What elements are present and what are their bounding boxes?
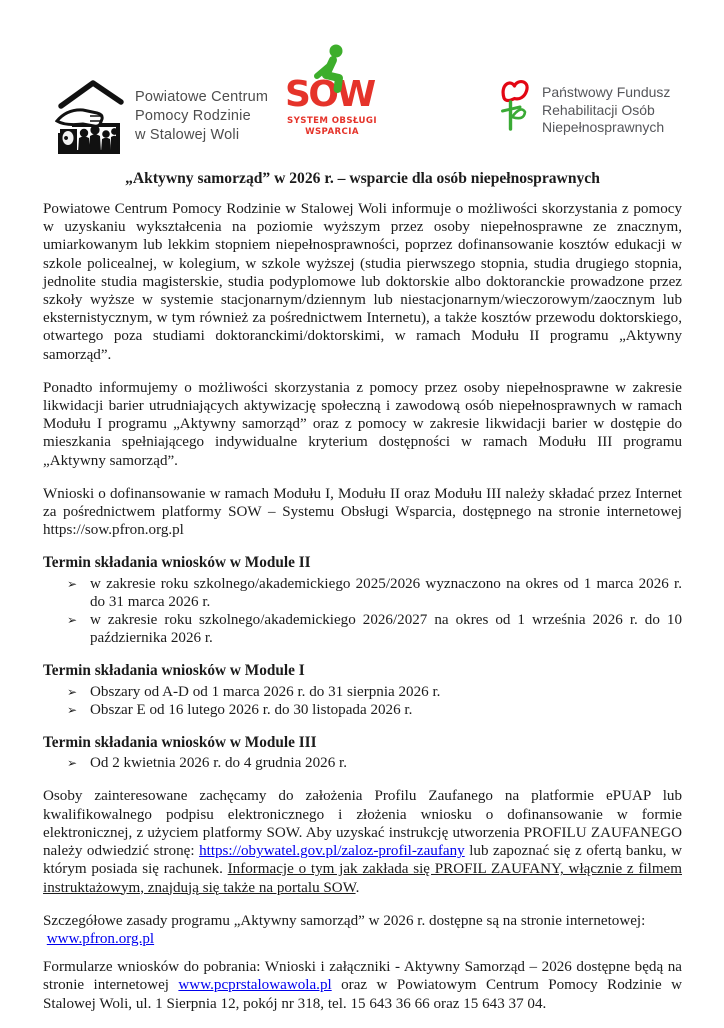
text-run: Wnioski o dofinansowanie w ramach Modułu I, Modułu II oraz Modułu III należy składać przez Internet za pośrednictwem platformy SOW – Systemu Obsługi Wsparcia, dostępnego na stronie internetowej https://sow.pfron.org.pl	[43, 485, 682, 539]
text-run: lub zapoznać się z ofertą banku, w którym posiada się rachunek.	[43, 843, 683, 878]
pfron-site-link[interactable]: www.pfron.org.pl	[46, 930, 155, 947]
bullet-arrow-icon: ➢	[67, 613, 78, 628]
bullet-text: w zakresie roku szkolnego/akademickiego 2025/2026 wyznaczono na okres od 1 marca 2026 r. do 31 marca 2026 r.	[90, 575, 682, 610]
paragraph	[43, 787, 682, 896]
bullet-list	[43, 575, 682, 648]
paragraph	[43, 958, 682, 1013]
text-run: Informacje o tym jak zakłada się PROFIL ZAUFANY, włącznie z filmem instruktażowym, znajdują się także na portalu SOW	[43, 861, 682, 896]
pfron-logo-line2: Rehabilitacji Osób	[542, 101, 655, 118]
sow-subtitle-line1: SYSTEM OBSŁUGI	[287, 116, 377, 126]
bullet-text: w zakresie roku szkolnego/akademickiego 2026/2027 na okres od 1 września 2026 r. do 10 października 2026 r.	[90, 612, 682, 647]
bullet-text: Obszar E od 16 lutego 2026 r. do 30 listopada 2026 r.	[90, 701, 413, 718]
paragraph	[43, 485, 682, 540]
text-run: Ponadto informujemy o możliwości skorzystania z pomocy przez osoby niepełnosprawne w zakresie likwidacji barier utrudniających aktywizację społeczną i zawodową osób niepełnosprawnych w ramach Modułu I programu „Aktywny samorząd” oraz z pomocy w zakresie likwidacji barier w dostępie do mieszkania spełniającego indywidualne kryterium dostępności w ramach Modułu III programu „Aktywny samorząd”.	[43, 379, 682, 469]
pcpr-logo	[55, 76, 268, 156]
sow-wordmark: SOW	[286, 74, 374, 110]
paragraph	[43, 912, 682, 948]
bullet-item	[43, 575, 682, 611]
sow-logo	[286, 44, 378, 138]
text-run: Szczegółowe zasady programu „Aktywny samorząd” w 2026 r. dostępne są na stronie internetowej:	[43, 912, 646, 929]
section-heading: Termin składania wniosków w Module II	[43, 554, 311, 572]
bullet-item	[43, 701, 682, 719]
house-hand-family-icon	[55, 76, 125, 156]
section-heading: Termin składania wniosków w Module III	[43, 734, 317, 752]
paragraph	[43, 379, 682, 470]
pcpr-logo-line2: Pomocy Rodzinie	[135, 108, 251, 124]
bullet-arrow-icon: ➢	[67, 756, 78, 771]
pcpr-site-link[interactable]: www.pcprstalowawola.pl	[178, 977, 332, 994]
text-run: Formularze wniosków do pobrania: Wnioski i załączniki - Aktywny Samorząd – 2026 dostępne będą na stronie internetowej	[43, 959, 682, 994]
bullet-item	[43, 683, 682, 701]
bullet-arrow-icon: ➢	[67, 684, 78, 699]
document-body	[43, 200, 682, 1028]
pcpr-logo-line3: w Stalowej Woli	[135, 127, 240, 143]
logo-header	[0, 0, 724, 162]
bullet-arrow-icon: ➢	[67, 576, 78, 591]
pfron-logo-line1: Państwowy Fundusz	[542, 84, 671, 100]
obywatel-gov-link[interactable]: https://obywatel.gov.pl/zaloz-profil-zaufany	[199, 843, 465, 860]
section-heading: Termin składania wniosków w Module I	[43, 662, 305, 680]
bullet-item	[43, 611, 682, 647]
bullet-text: Od 2 kwietnia 2026 r. do 4 grudnia 2026 r.	[90, 755, 347, 772]
bullet-list	[43, 683, 682, 719]
bullet-item	[43, 754, 682, 772]
bullet-list	[43, 754, 682, 772]
text-run: Osoby zainteresowane zachęcamy do założenia Profilu Zaufanego na platformie ePUAP lub kwalifikowalnego podpisu elektronicznego i złożenia wniosku o dofinansowanie w formie elektronicznej, z użyciem platformy SOW. Aby uzyskać instrukcję utworzenia PROFILU ZAUFANEGO należy odwiedzić stronę:	[43, 788, 682, 860]
text-run: oraz w Powiatowym Centrum Pomocy Rodzinie w Stalowej Woli, ul. 1 Sierpnia 12, pokój nr 318, tel. 15 643 36 66 oraz 15 643 37 04.	[43, 977, 682, 1012]
text-run: .	[355, 879, 360, 896]
tulip-icon	[497, 77, 533, 139]
wheelchair-person-icon	[286, 44, 378, 110]
paragraph	[43, 200, 682, 364]
pfron-logo-line3: Niepełnosprawnych	[542, 119, 665, 135]
pcpr-logo-line1: Powiatowe Centrum	[135, 89, 269, 105]
bullet-text: Obszary od A-D od 1 marca 2026 r. do 31 sierpnia 2026 r.	[90, 683, 441, 700]
bullet-arrow-icon: ➢	[67, 702, 78, 717]
page-title: „Aktywny samorząd” w 2026 r. – wsparcie dla osób niepełnosprawnych	[125, 170, 600, 187]
text-run: Powiatowe Centrum Pomocy Rodzinie w Stalowej Woli informuje o możliwości skorzystania z pomocy w uzyskaniu wykształcenia na poziomie wyższym przez osoby niepełnosprawne ze znacznym, umiarkowanym lub lekkim stopniem niepełnosprawności, poprzez dofinansowanie kosztów edukacji w szkole policealnej, w kolegium, w szkole wyższej (studia pierwszego stopnia, studia drugiego stopnia, jednolite studia magisterskie, studia podyplomowe lub doktorskie albo doktoranckie prowadzone przez szkoły wyższe w systemie stacjonarnym/dziennym lub niestacjonarnym/wieczorowym/zaocznym lub eksternistycznym, w tym również za pośrednictwem Internetu), a także kosztów przewodu doktorskiego, otwartego poza studiami doktoranckimi/doktorskimi, w ramach Modułu II programu „Aktywny samorząd”.	[43, 201, 682, 363]
sow-subtitle-line2: WSPARCIA	[305, 127, 359, 137]
pfron-logo	[497, 77, 670, 139]
